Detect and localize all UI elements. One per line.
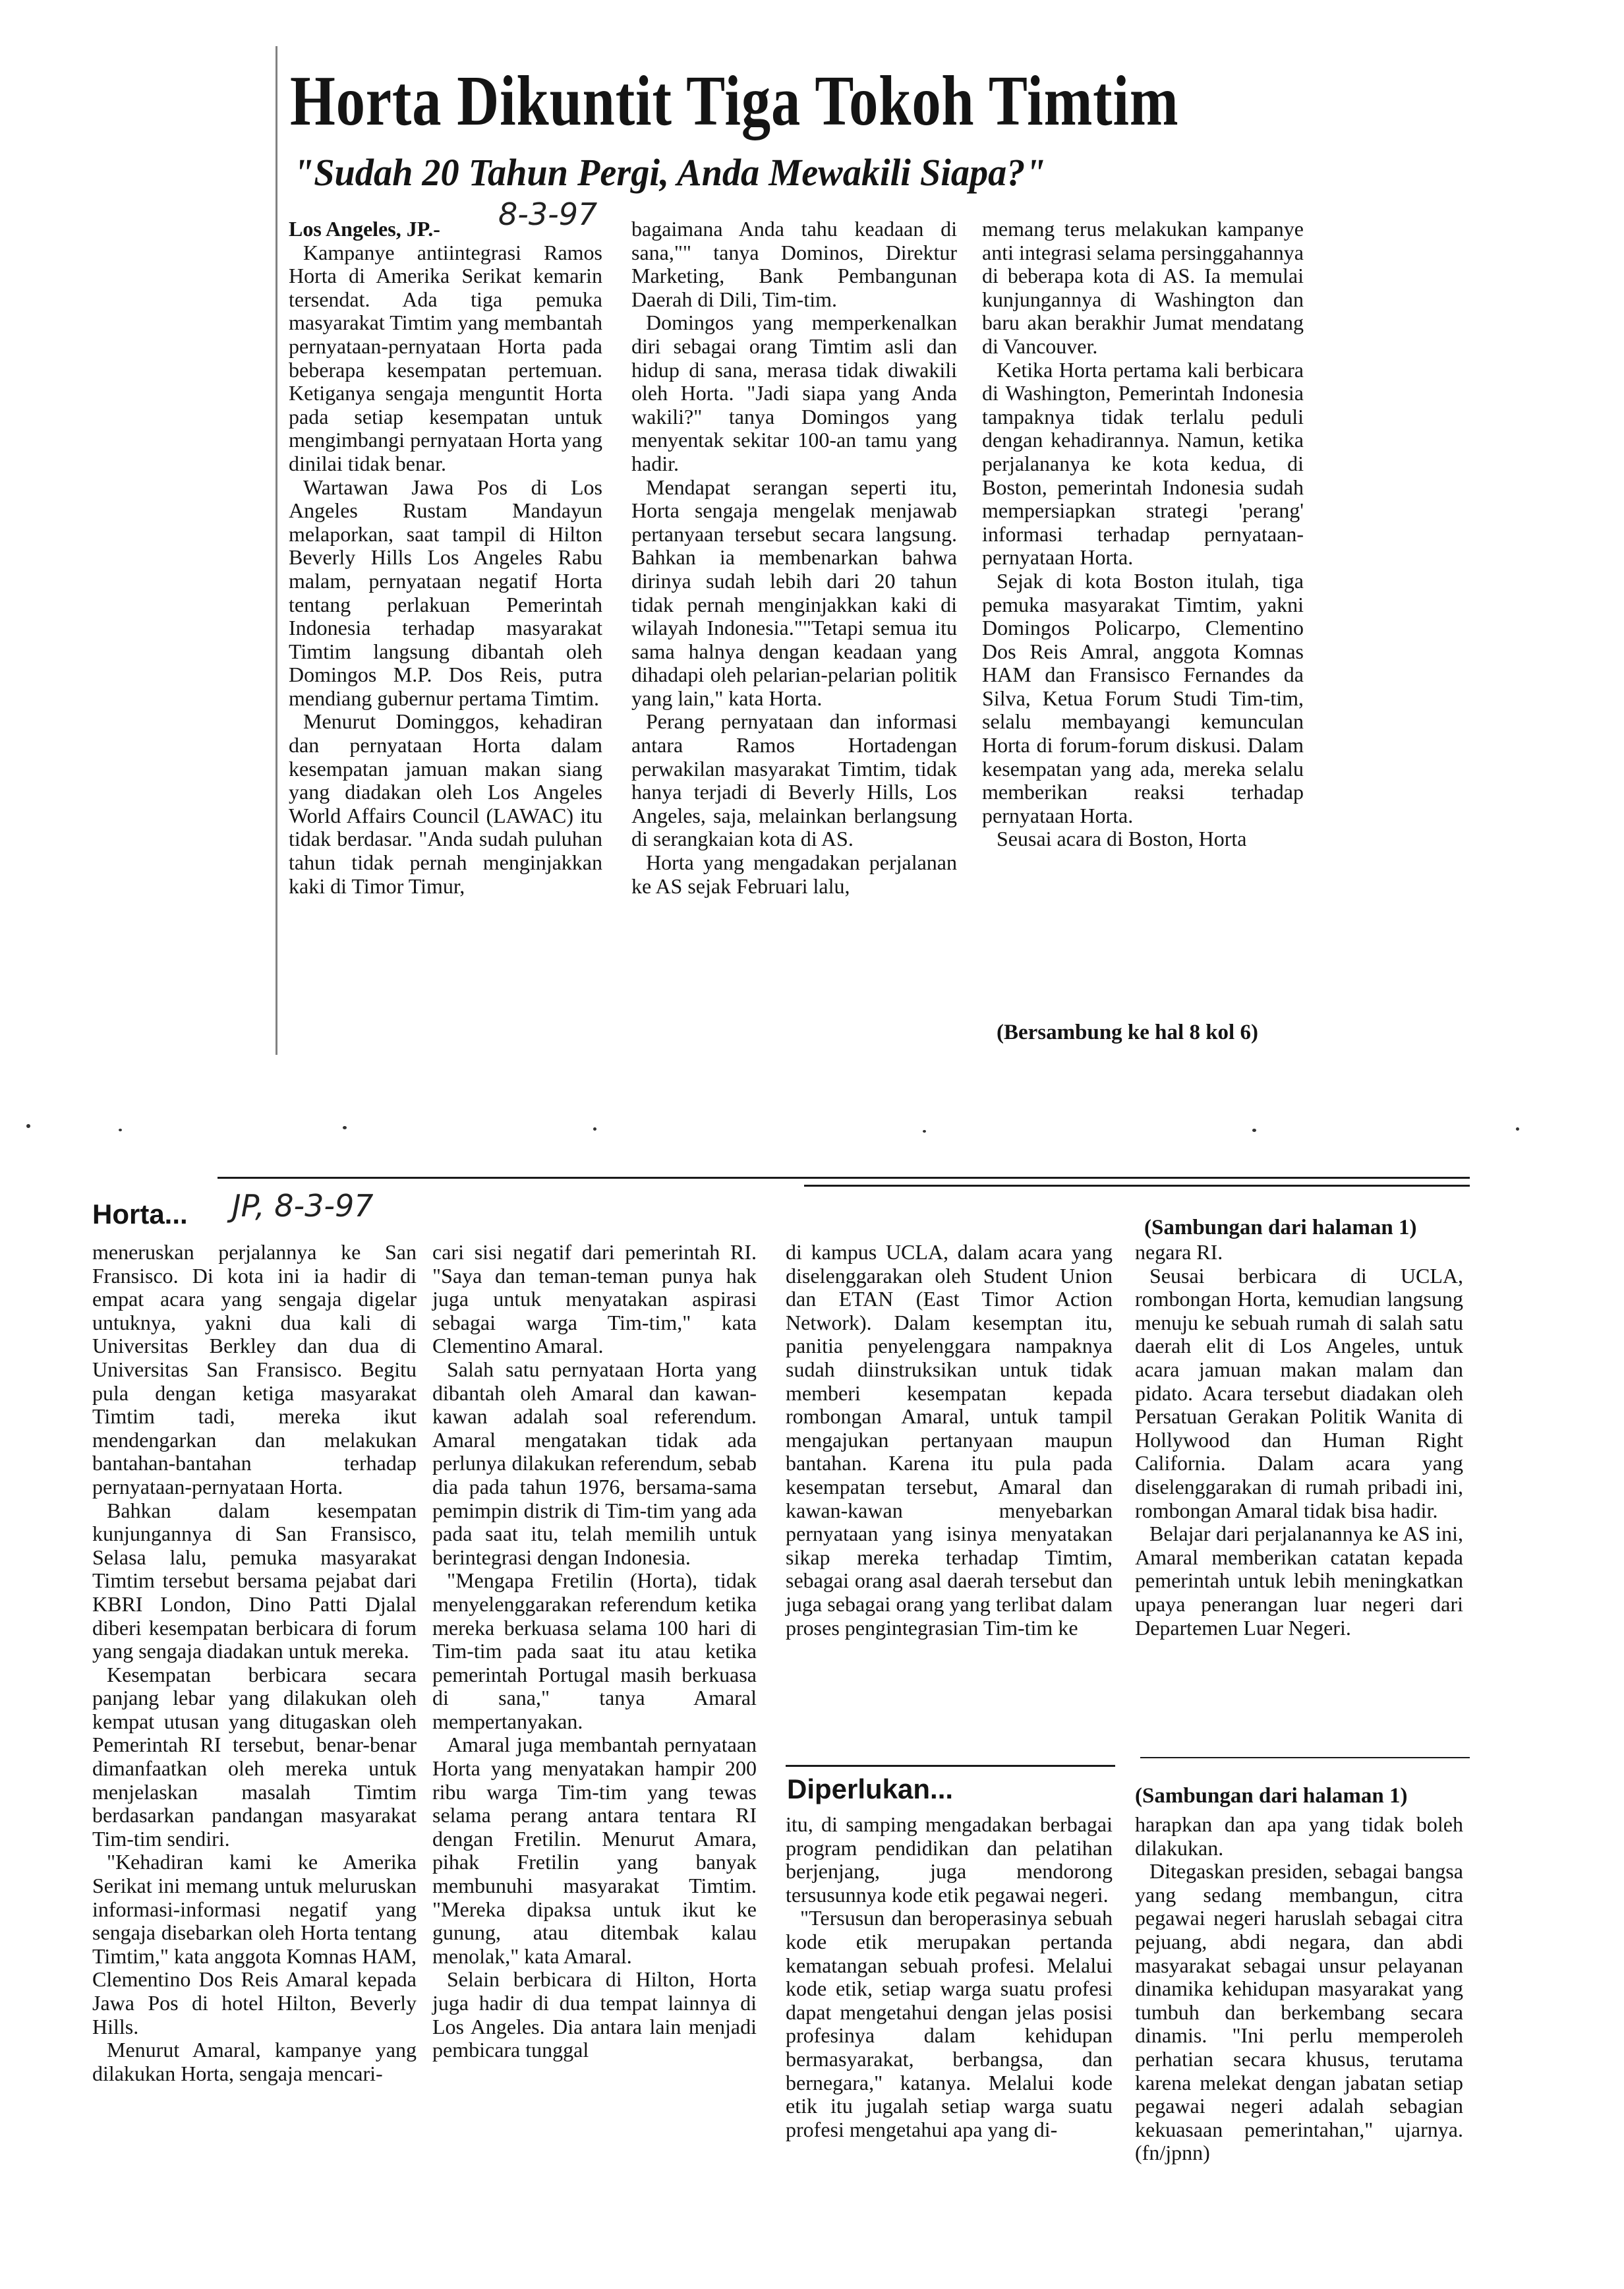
handwritten-date-cont: JP, 8-3-97: [232, 1188, 374, 1224]
scan-speck: [593, 1127, 596, 1131]
paragraph: Menurut Amaral, kampanye yang dilakukan Horta, sengaja mencari-: [92, 2038, 417, 2085]
paragraph: Perang pernyataan dan informasi antara Ramos Hortadengan perwakilan masyarakat Timtim, tidak hanya terjadi di Beverly Hills, Los Angeles, saja, melainkan berlangsung di serangkaian kota di AS.: [631, 709, 957, 851]
dip-top-rule: [786, 1765, 1115, 1767]
paragraph: Horta yang mengadakan perjalanan ke AS sejak Februari lalu,: [631, 850, 957, 898]
paragraph: Selain berbicara di Hilton, Horta juga hadir di dua tempat lainnya di Los Angeles. Dia antara lain menjadi pembicara tunggal: [432, 1967, 757, 2062]
paragraph: Belajar dari perjalanannya ke AS ini, Amaral memberikan catatan kepada pemerintah untuk lebih meningkatkan upaya penerangan luar negeri dari Departemen Luar Negeri.: [1135, 1522, 1463, 1640]
cont-column-2: [432, 1241, 757, 2062]
paragraph: memang terus melakukan kampanye anti integrasi selama persinggahannya di beberapa kota di AS. Ia memulai kunjungannya di Washington dan baru akan berakhir Jumat mendatang di Vancouver.: [982, 217, 1304, 358]
paragraph: Ketika Horta pertama kali berbicara di Washington, Pemerintah Indonesia tampaknya tidak terlalu peduli dengan kehadirannya. Namun, ketika perjalananya ke kota kedua, di Boston, pemerintah Indonesia sudah mempersiapkan strategi 'perang' informasi terhadap pernyataan-pernyataan Horta.: [982, 357, 1304, 570]
section-top-rule: [218, 1177, 1470, 1179]
scan-speck: [1252, 1129, 1256, 1132]
paragraph: Kampanye antiintegrasi Ramos Horta di Amerika Serikat kemarin tersendat. Ada tiga pemuka masyarakat Timtim yang membantah pernyataan-pernyataan Horta pada beberapa kesempatan pertemuan. Ketiganya sengaja menguntit Horta pada setiap kesempatan untuk mengimbangi pernyataan Horta yang dinilai tidak benar.: [289, 240, 602, 475]
continuation-label-diperlukan: Diperlukan...: [787, 1773, 954, 1804]
paragraph: di kampus UCLA, dalam acara yang diselenggarakan oleh Student Union dan ETAN (East Timor Action Network). Dalam kesemptan itu, panitia penyelenggara nampaknya sudah diinstruksikan untuk tidak memberi kesempatan kepada rombongan Amaral, untuk tampil mengajukan pertanyaan maupun bantahan. Karena itu pula pada kesempatan tersebut, Amaral dan kawan-kawan menyebarkan pernyataan yang isinya menyatakan sikap mereka terhadap Timtim, sebagai orang asal daerah tersebut dan juga sebagai orang yang terlibat dalam proses pengintegrasian Tim-tim ke: [786, 1240, 1113, 1640]
scan-speck: [26, 1124, 30, 1128]
paragraph: "Tersusun dan beroperasinya sebuah kode etik merupakan pertanda kematangan sebuah profesi. Melalui kode etik, setiap warga suatu profesi dapat mengetahui dengan jelas posisi profesinya dalam kehidupan bermasyarakat, berbangsa, dan bernegara," katanya. Melalui kode etik itu jugalah setiap warga suatu profesi mengetahui apa yang di-: [786, 1906, 1113, 2141]
cont-column-4-header: (Sambungan dari halaman 1): [1144, 1216, 1417, 1239]
paragraph: bagaimana Anda tahu keadaan di sana,"" tanya Dominos, Direktur Marketing, Bank Pembangunan Daerah di Dili, Tim-tim.: [631, 217, 957, 311]
paragraph: Domingos yang memperkenalkan diri sebagai orang Timtim asli dan hidup di sana, merasa tidak diwakili oleh Horta. "Jadi siapa yang Anda wakili?" tanya Domingos yang menyentak sekitar 100-an tamu yang hadir.: [631, 311, 957, 475]
paragraph: Seusai berbicara di UCLA, rombongan Horta, kemudian langsung menuju ke sebuah rumah di salah satu daerah elit di Los Angeles, untuk acara jamuan makan malam dan pidato. Acara tersebut diadakan oleh Persatuan Gerakan Politik Wanita di Hollywood dan Human Right California. Dalam acara yang diselenggarakan di rumah pribadi ini, rombongan Amaral tidak bisa hadir.: [1135, 1263, 1463, 1522]
cont-column-4: [1135, 1241, 1463, 1640]
paragraph: Salah satu pernyataan Horta yang dibantah oleh Amaral dan kawan-kawan adalah soal referendum. Amaral mengatakan tidak ada perlunya dilakukan referendum, sebab dia pada tahun 1976, bersama-sama pemimpin distrik di Tim-tim yang ada pada saat itu, telah memilih untuk berintegrasi dengan Indonesia.: [432, 1357, 757, 1569]
section-top-rule-2: [804, 1185, 1470, 1187]
subheadline: "Sudah 20 Tahun Pergi, Anda Mewakili Siapa?": [293, 151, 1046, 194]
paragraph: cari sisi negatif dari pemerintah RI. "Saya dan teman-teman punya hak juga untuk menyatakan aspirasi sebagai warga Tim-tim," kata Clementino Amaral.: [432, 1240, 757, 1358]
paragraph: "Kehadiran kami ke Amerika Serikat ini memang untuk meluruskan informasi-informasi negatif yang sengaja disebarkan oleh Horta tentang Timtim," kata anggota Komnas HAM, Clementino Dos Reis Amaral kepada Jawa Pos di hotel Hilton, Beverly Hills.: [92, 1850, 417, 2038]
scan-speck: [1516, 1127, 1519, 1131]
handwritten-date-main: 8-3-97: [498, 196, 598, 232]
dateline: Los Angeles, JP.-: [289, 217, 440, 241]
dip-column-4-header: (Sambungan dari halaman 1): [1135, 1784, 1408, 1808]
cont-column-4-end-rule: [1140, 1757, 1470, 1758]
left-margin-rule: [276, 46, 277, 1055]
paragraph: Bahkan dalam kesempatan kunjungannya di San Fransisco, Selasa lalu, pemuka masyarakat Timtim tersebut bersama pejabat dari KBRI London, Dino Patti Djalal diberi kesempatan berbicara di forum yang sengaja diadakan untuk mereka.: [92, 1498, 417, 1663]
paragraph: itu, di samping mengadakan berbagai program pendidikan dan pelatihan berjenjang, juga mendorong tersusunnya kode etik pegawai negeri.: [786, 1812, 1113, 1907]
main-column-2: [631, 218, 957, 898]
cont-column-1: [92, 1241, 417, 2085]
paragraph: harapkan dan apa yang tidak boleh dilakukan.: [1135, 1812, 1463, 1860]
paragraph: "Mengapa Fretilin (Horta), tidak menyelenggarakan referendum ketika mereka berkuasa selama 100 hari di Tim-tim pada saat itu atau ketika pemerintah Portugal masih berkuasa di sana," tanya Amaral mempertanyakan.: [432, 1568, 757, 1733]
paragraph: Amaral juga membantah pernyataan Horta yang menyatakan hampir 200 ribu warga Tim-tim yang tewas selama perang antara tentara RI dengan Fretilin. Menurut Amara, pihak Fretilin yang banyak membunuhi masyarakat Timtim. "Mereka dipaksa untuk ikut ke gunung, atau ditembak kalau menolak," kata Amaral.: [432, 1733, 757, 1968]
continuation-label-horta: Horta...: [92, 1199, 188, 1230]
paragraph: negara RI.: [1135, 1240, 1223, 1264]
paragraph: Menurut Dominggos, kehadiran dan pernyataan Horta dalam kesempatan jamuan makan siang yang diadakan oleh Los Angeles World Affairs Council (LAWAC) itu tidak berdasar. "Anda sudah puluhan tahun tidak pernah menginjakkan kaki di Timor Timur,: [289, 709, 602, 898]
cont-column-3: [786, 1241, 1113, 1640]
scan-speck: [119, 1129, 122, 1131]
paragraph: meneruskan perjalannya ke San Fransisco. Di kota ini ia hadir di empat acara yang sengaja digelar untuknya, yakni dua kali di Universitas Berkley dan dua di Universitas San Fransisco. Begitu pula dengan ketiga masyarakat Timtim tadi, mereka ikut mendengarkan dan melakukan bantahan-bantahan terhadap pernyataan-pernyataan Horta.: [92, 1240, 417, 1499]
paragraph: Seusai acara di Boston, Horta: [997, 827, 1247, 851]
headline: Horta Dikuntit Tiga Tokoh Timtim: [290, 62, 1179, 140]
paragraph: Sejak di kota Boston itulah, tiga pemuka masyarakat Timtim, yakni Domingos Policarpo, Clementino Dos Reis Amral, anggota Komnas HAM dan Fransisco Fernandes da Silva, Ketua Forum Studi Tim-tim, selalu membayangi kemunculan Horta di forum-forum diskusi. Dalam kesempatan yang ada, mereka selalu memberikan reaksi terhadap pernyataan Horta.: [982, 568, 1304, 827]
dip-column-4: [1135, 1813, 1463, 2165]
scan-speck: [923, 1130, 926, 1133]
paragraph: Mendapat serangan seperti itu, Horta sengaja mengelak menjawab pertanyaan tersebut secara langsung. Bahkan ia membenarkan bahwa dirinya sudah lebih dari 20 tahun tidak pernah menginjakkan kaki di wilayah Indonesia.""Tetapi semua itu sama halnya dengan keadaan yang dihadapi oleh pelarian-pelarian politik yang lain," kata Horta.: [631, 475, 957, 710]
paragraph: Wartawan Jawa Pos di Los Angeles Rustam Mandayun melaporkan, saat tampil di Hilton Beverly Hills Los Angeles Rabu malam, pernyataan negatif Horta tentang perlakuan Pemerintah Indonesia terhadap masyarakat Timtim langsung dibantah oleh Domingos M.P. Dos Reis, putra mendiang gubernur pertama Timtim.: [289, 475, 602, 710]
main-column-3: [982, 218, 1304, 851]
continued-note: (Bersambung ke hal 8 kol 6): [997, 1021, 1258, 1044]
paragraph: Kesempatan berbicara secara panjang lebar yang dilakukan oleh kempat utusan yang ditugaskan oleh Pemerintah RI tersebut, benar-benar dimanfaatkan oleh mereka untuk menjelaskan masalah Timtim berdasarkan pandangan masyarakat Tim-tim sendiri.: [92, 1662, 417, 1851]
main-column-1: [289, 218, 602, 898]
dip-column-3: [786, 1813, 1113, 2141]
scan-speck: [343, 1126, 347, 1129]
paragraph: Ditegaskan presiden, sebagai bangsa yang sedang membangun, citra pegawai negeri haruslah sebagai citra pejuang, abdi negara, dan abdi masyarakat sebagai unsur pelayanan dinamika kehidupan masyarakat yang tumbuh dan berkembang secara dinamis. "Ini perlu memperoleh perhatian secara khusus, terutama karena melekat dengan jabatan setiap pegawai negeri adalah sebagian kekuasaan pemerintahan," ujarnya. (fn/jpnn): [1135, 1859, 1463, 2165]
